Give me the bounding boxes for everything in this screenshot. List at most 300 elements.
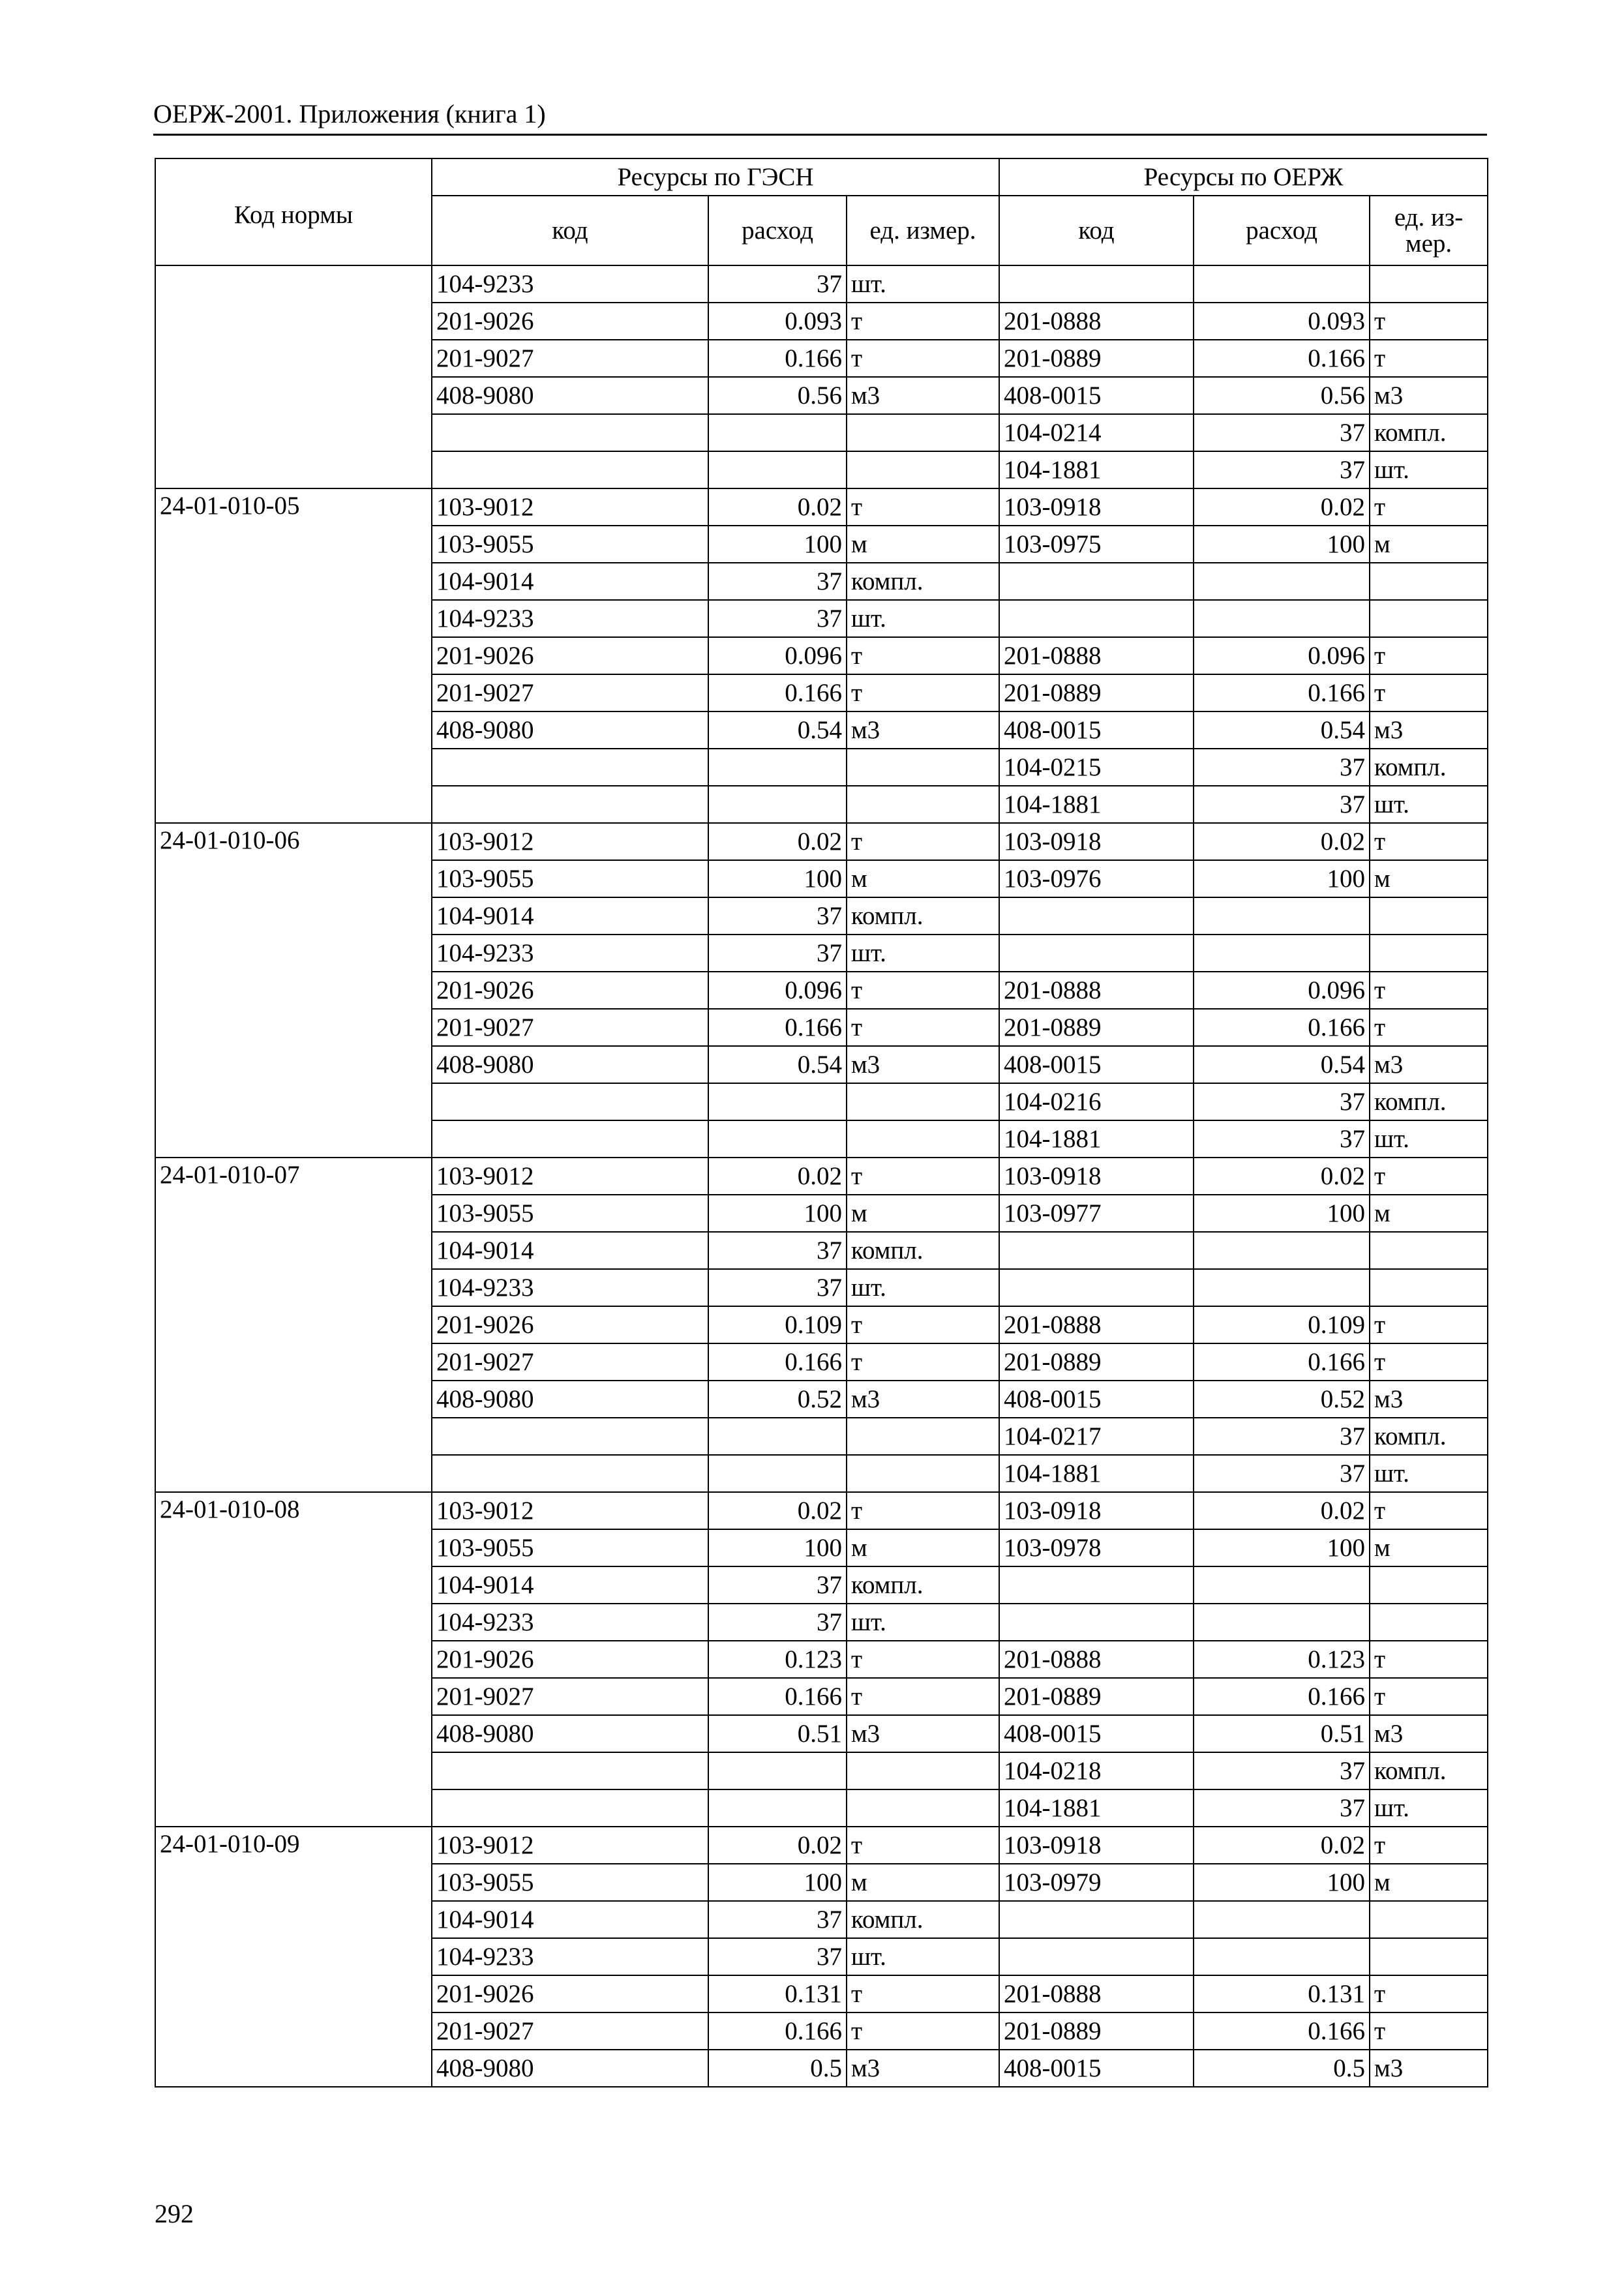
oerzh-code-cell: 103-0918 (999, 488, 1194, 526)
oerzh-qty-cell (1194, 1938, 1370, 1975)
gesn-code-cell: 408-9080 (432, 1046, 708, 1083)
gesn-qty-cell: 0.166 (708, 1343, 847, 1381)
oerzh-unit-cell: т (1370, 1343, 1488, 1381)
oerzh-qty-cell: 37 (1194, 1752, 1370, 1789)
gesn-qty-cell: 0.093 (708, 303, 847, 340)
gesn-unit-cell: м3 (847, 377, 999, 414)
gesn-unit-cell: т (847, 488, 999, 526)
gesn-qty-cell: 0.166 (708, 1009, 847, 1046)
table-row (155, 823, 1488, 860)
oerzh-qty-cell: 0.096 (1194, 637, 1370, 674)
oerzh-code-cell: 103-0918 (999, 1158, 1194, 1195)
gesn-code-cell: 201-9026 (432, 637, 708, 674)
gesn-unit-cell (847, 1083, 999, 1120)
gesn-unit-cell: т (847, 1975, 999, 2012)
gesn-unit-cell: компл. (847, 1901, 999, 1938)
norm-code-cell (155, 265, 432, 488)
gesn-unit-cell (847, 749, 999, 786)
oerzh-code-cell: 104-1881 (999, 1789, 1194, 1827)
gesn-unit-cell: компл. (847, 1232, 999, 1269)
oerzh-unit-cell: компл. (1370, 1752, 1488, 1789)
oerzh-unit-cell: т (1370, 1678, 1488, 1715)
gesn-code-cell: 408-9080 (432, 2050, 708, 2087)
gesn-qty-cell: 0.02 (708, 488, 847, 526)
gesn-code-cell: 104-9014 (432, 563, 708, 600)
gesn-unit-cell: т (847, 1306, 999, 1343)
gesn-qty-cell: 0.51 (708, 1715, 847, 1752)
gesn-code-cell: 104-9233 (432, 265, 708, 303)
gesn-code-cell (432, 451, 708, 488)
oerzh-unit-cell (1370, 1604, 1488, 1641)
oerzh-qty-cell: 0.131 (1194, 1975, 1370, 2012)
gesn-qty-cell: 0.166 (708, 674, 847, 711)
oerzh-qty-cell: 0.02 (1194, 488, 1370, 526)
gesn-qty-cell (708, 451, 847, 488)
oerzh-code-cell: 104-1881 (999, 451, 1194, 488)
oerzh-qty-cell: 0.54 (1194, 1046, 1370, 1083)
gesn-qty-cell: 0.52 (708, 1381, 847, 1418)
resources-table (155, 158, 1488, 2087)
gesn-qty-cell: 0.166 (708, 2012, 847, 2050)
gesn-qty-cell: 0.109 (708, 1306, 847, 1343)
oerzh-code-cell: 103-0975 (999, 526, 1194, 563)
page-number: 292 (155, 2199, 194, 2228)
oerzh-qty-cell: 100 (1194, 1195, 1370, 1232)
oerzh-code-cell (999, 1938, 1194, 1975)
oerzh-unit-cell: т (1370, 1306, 1488, 1343)
gesn-code-cell: 103-9012 (432, 1158, 708, 1195)
gesn-unit-cell (847, 1752, 999, 1789)
oerzh-code-cell: 104-0217 (999, 1418, 1194, 1455)
gesn-code-cell: 104-9233 (432, 1269, 708, 1306)
oerzh-code-cell: 104-1881 (999, 1455, 1194, 1492)
gesn-unit-cell: т (847, 2012, 999, 2050)
oerzh-code-cell: 201-0888 (999, 1641, 1194, 1678)
gesn-qty-cell: 0.096 (708, 637, 847, 674)
norm-code-cell: 24-01-010-05 (155, 488, 432, 823)
gesn-qty-cell (708, 1455, 847, 1492)
oerzh-unit-cell: т (1370, 823, 1488, 860)
oerzh-qty-cell: 0.02 (1194, 1158, 1370, 1195)
gesn-code-cell: 201-9027 (432, 1678, 708, 1715)
gesn-code-cell (432, 1455, 708, 1492)
oerzh-qty-cell: 37 (1194, 1083, 1370, 1120)
gesn-qty-cell: 0.5 (708, 2050, 847, 2087)
gesn-code-cell: 408-9080 (432, 377, 708, 414)
oerzh-unit-cell: т (1370, 1158, 1488, 1195)
oerzh-code-cell (999, 1566, 1194, 1604)
oerzh-unit-cell: компл. (1370, 1083, 1488, 1120)
oerzh-qty-cell: 37 (1194, 1455, 1370, 1492)
oerzh-unit-cell: т (1370, 972, 1488, 1009)
gesn-qty-cell: 37 (708, 935, 847, 972)
gesn-qty-cell: 37 (708, 1566, 847, 1604)
oerzh-code-cell: 408-0015 (999, 377, 1194, 414)
gesn-code-cell: 201-9027 (432, 674, 708, 711)
oerzh-code-cell: 103-0978 (999, 1529, 1194, 1566)
table-body (155, 265, 1488, 2087)
oerzh-code-cell: 201-0889 (999, 674, 1194, 711)
oerzh-qty-cell: 0.166 (1194, 1678, 1370, 1715)
oerzh-unit-cell (1370, 935, 1488, 972)
gesn-unit-cell: шт. (847, 265, 999, 303)
gesn-unit-cell: компл. (847, 897, 999, 935)
oerzh-unit-cell: т (1370, 1492, 1488, 1529)
oerzh-qty-cell (1194, 1269, 1370, 1306)
header-divider (153, 134, 1487, 136)
oerzh-code-cell: 201-0889 (999, 2012, 1194, 2050)
gesn-code-cell: 103-9012 (432, 1492, 708, 1529)
oerzh-code-cell: 103-0979 (999, 1864, 1194, 1901)
gesn-code-cell (432, 1418, 708, 1455)
oerzh-qty-cell: 37 (1194, 1418, 1370, 1455)
gesn-unit-cell (847, 786, 999, 823)
gesn-qty-cell: 0.56 (708, 377, 847, 414)
page-header-title: ОЕРЖ-2001. Приложения (книга 1) (153, 99, 546, 128)
oerzh-qty-cell: 37 (1194, 451, 1370, 488)
oerzh-code-cell: 103-0977 (999, 1195, 1194, 1232)
oerzh-unit-cell: м (1370, 860, 1488, 897)
oerzh-qty-cell (1194, 563, 1370, 600)
oerzh-qty-cell: 0.5 (1194, 2050, 1370, 2087)
oerzh-code-cell (999, 1901, 1194, 1938)
gesn-unit-cell: т (847, 1492, 999, 1529)
oerzh-code-cell: 408-0015 (999, 711, 1194, 749)
oerzh-code-cell: 104-1881 (999, 1120, 1194, 1158)
gesn-code-cell: 408-9080 (432, 1715, 708, 1752)
gesn-code-cell: 201-9026 (432, 303, 708, 340)
oerzh-unit-cell: м (1370, 1195, 1488, 1232)
oerzh-code-cell (999, 600, 1194, 637)
oerzh-qty-cell: 37 (1194, 749, 1370, 786)
gesn-qty-cell (708, 1789, 847, 1827)
oerzh-unit-cell: м3 (1370, 377, 1488, 414)
gesn-unit-cell: шт. (847, 600, 999, 637)
oerzh-code-cell (999, 265, 1194, 303)
gesn-code-cell: 201-9027 (432, 2012, 708, 2050)
oerzh-unit-cell: м3 (1370, 2050, 1488, 2087)
gesn-qty-cell: 0.02 (708, 823, 847, 860)
oerzh-qty-cell: 100 (1194, 860, 1370, 897)
gesn-unit-cell: м3 (847, 1381, 999, 1418)
norm-code-cell: 24-01-010-07 (155, 1158, 432, 1492)
gesn-code-cell: 201-9027 (432, 340, 708, 377)
gesn-qty-cell: 100 (708, 1195, 847, 1232)
oerzh-qty-cell: 0.166 (1194, 340, 1370, 377)
gesn-unit-cell: шт. (847, 1604, 999, 1641)
oerzh-qty-cell: 37 (1194, 786, 1370, 823)
gesn-code-cell: 104-9233 (432, 600, 708, 637)
oerzh-code-cell: 201-0888 (999, 972, 1194, 1009)
oerzh-unit-cell: т (1370, 1975, 1488, 2012)
gesn-unit-cell (847, 414, 999, 451)
oerzh-unit-cell: т (1370, 1009, 1488, 1046)
gesn-unit-cell: шт. (847, 935, 999, 972)
norm-code-cell: 24-01-010-08 (155, 1492, 432, 1827)
gesn-code-cell: 103-9055 (432, 1195, 708, 1232)
oerzh-unit-cell (1370, 897, 1488, 935)
gesn-qty-cell: 37 (708, 897, 847, 935)
gesn-qty-cell (708, 786, 847, 823)
oerzh-unit-cell: шт. (1370, 1455, 1488, 1492)
oerzh-code-cell: 201-0889 (999, 1343, 1194, 1381)
gesn-unit-cell: т (847, 1009, 999, 1046)
gesn-unit-cell: компл. (847, 563, 999, 600)
oerzh-qty-cell: 0.02 (1194, 1492, 1370, 1529)
oerzh-qty-cell (1194, 1604, 1370, 1641)
gesn-qty-cell: 37 (708, 563, 847, 600)
gesn-code-cell: 104-9233 (432, 1604, 708, 1641)
header-group-oerzh: Ресурсы по ОЕРЖ (999, 158, 1488, 196)
oerzh-code-cell (999, 1604, 1194, 1641)
oerzh-code-cell: 104-0215 (999, 749, 1194, 786)
oerzh-qty-cell (1194, 600, 1370, 637)
gesn-code-cell: 103-9055 (432, 526, 708, 563)
gesn-unit-cell: м3 (847, 2050, 999, 2087)
gesn-unit-cell: шт. (847, 1269, 999, 1306)
table-row (155, 1827, 1488, 1864)
header-oerzh-qty: расход (1194, 196, 1370, 265)
gesn-qty-cell: 37 (708, 600, 847, 637)
oerzh-code-cell: 104-0216 (999, 1083, 1194, 1120)
oerzh-code-cell: 201-0888 (999, 303, 1194, 340)
oerzh-qty-cell: 0.166 (1194, 2012, 1370, 2050)
oerzh-qty-cell: 0.02 (1194, 823, 1370, 860)
oerzh-unit-cell: м (1370, 1529, 1488, 1566)
oerzh-qty-cell: 0.52 (1194, 1381, 1370, 1418)
oerzh-code-cell (999, 897, 1194, 935)
oerzh-unit-cell: шт. (1370, 1789, 1488, 1827)
gesn-code-cell: 103-9012 (432, 823, 708, 860)
oerzh-unit-cell (1370, 1566, 1488, 1604)
oerzh-unit-cell: м (1370, 526, 1488, 563)
oerzh-unit-cell: м (1370, 1864, 1488, 1901)
gesn-qty-cell: 0.123 (708, 1641, 847, 1678)
gesn-code-cell: 104-9233 (432, 935, 708, 972)
oerzh-unit-cell: т (1370, 637, 1488, 674)
oerzh-qty-cell: 0.02 (1194, 1827, 1370, 1864)
gesn-code-cell (432, 414, 708, 451)
gesn-code-cell: 104-9233 (432, 1938, 708, 1975)
gesn-qty-cell (708, 749, 847, 786)
oerzh-qty-cell: 37 (1194, 1789, 1370, 1827)
table-row (155, 1158, 1488, 1195)
gesn-qty-cell: 37 (708, 1901, 847, 1938)
oerzh-code-cell: 201-0888 (999, 1306, 1194, 1343)
gesn-code-cell: 104-9014 (432, 1901, 708, 1938)
oerzh-code-cell: 201-0889 (999, 340, 1194, 377)
header-group-gesn: Ресурсы по ГЭСН (432, 158, 999, 196)
gesn-code-cell (432, 749, 708, 786)
oerzh-code-cell: 201-0889 (999, 1009, 1194, 1046)
gesn-qty-cell: 0.02 (708, 1492, 847, 1529)
gesn-qty-cell (708, 1418, 847, 1455)
oerzh-code-cell: 104-0218 (999, 1752, 1194, 1789)
gesn-code-cell: 201-9027 (432, 1343, 708, 1381)
gesn-unit-cell (847, 1455, 999, 1492)
oerzh-unit-cell: шт. (1370, 786, 1488, 823)
oerzh-unit-cell (1370, 563, 1488, 600)
oerzh-code-cell: 103-0918 (999, 1492, 1194, 1529)
gesn-unit-cell: т (847, 1158, 999, 1195)
gesn-unit-cell: шт. (847, 1938, 999, 1975)
gesn-unit-cell: м (847, 1864, 999, 1901)
gesn-qty-cell: 0.131 (708, 1975, 847, 2012)
oerzh-qty-cell: 100 (1194, 1529, 1370, 1566)
gesn-qty-cell: 100 (708, 526, 847, 563)
header-gesn-unit: ед. измер. (847, 196, 999, 265)
gesn-unit-cell: компл. (847, 1566, 999, 1604)
gesn-qty-cell: 0.096 (708, 972, 847, 1009)
oerzh-unit-cell: компл. (1370, 749, 1488, 786)
gesn-qty-cell: 37 (708, 1938, 847, 1975)
gesn-code-cell: 104-9014 (432, 1232, 708, 1269)
gesn-unit-cell: м3 (847, 711, 999, 749)
table-row (155, 1492, 1488, 1529)
oerzh-unit-cell (1370, 1269, 1488, 1306)
gesn-code-cell: 103-9012 (432, 488, 708, 526)
table-row (155, 488, 1488, 526)
gesn-code-cell: 201-9026 (432, 1975, 708, 2012)
oerzh-unit-cell (1370, 1232, 1488, 1269)
table-row (155, 265, 1488, 303)
gesn-code-cell (432, 1752, 708, 1789)
oerzh-unit-cell (1370, 1938, 1488, 1975)
gesn-code-cell: 103-9012 (432, 1827, 708, 1864)
oerzh-qty-cell: 37 (1194, 1120, 1370, 1158)
header-gesn-qty: расход (708, 196, 847, 265)
oerzh-qty-cell: 0.093 (1194, 303, 1370, 340)
gesn-code-cell: 408-9080 (432, 1381, 708, 1418)
oerzh-unit-cell: компл. (1370, 414, 1488, 451)
oerzh-qty-cell (1194, 1232, 1370, 1269)
gesn-qty-cell: 0.54 (708, 711, 847, 749)
gesn-unit-cell: т (847, 1827, 999, 1864)
oerzh-unit-cell: м3 (1370, 711, 1488, 749)
gesn-code-cell (432, 1120, 708, 1158)
oerzh-qty-cell: 100 (1194, 1864, 1370, 1901)
oerzh-code-cell: 408-0015 (999, 1046, 1194, 1083)
norm-code-cell: 24-01-010-09 (155, 1827, 432, 2087)
gesn-unit-cell: т (847, 674, 999, 711)
gesn-unit-cell: т (847, 972, 999, 1009)
oerzh-unit-cell (1370, 600, 1488, 637)
oerzh-qty-cell: 0.123 (1194, 1641, 1370, 1678)
oerzh-unit-cell: т (1370, 340, 1488, 377)
oerzh-code-cell: 103-0976 (999, 860, 1194, 897)
header-code-norm: Код нормы (155, 158, 432, 265)
gesn-unit-cell: т (847, 340, 999, 377)
gesn-code-cell: 408-9080 (432, 711, 708, 749)
oerzh-unit-cell: м3 (1370, 1715, 1488, 1752)
oerzh-code-cell: 201-0888 (999, 1975, 1194, 2012)
oerzh-code-cell (999, 563, 1194, 600)
resources-table-container (155, 158, 1487, 2087)
oerzh-qty-cell (1194, 935, 1370, 972)
header-gesn-code: код (432, 196, 708, 265)
gesn-unit-cell: м (847, 860, 999, 897)
oerzh-qty-cell: 0.166 (1194, 674, 1370, 711)
gesn-unit-cell (847, 1789, 999, 1827)
gesn-qty-cell (708, 1752, 847, 1789)
oerzh-unit-cell: т (1370, 1827, 1488, 1864)
gesn-code-cell: 201-9027 (432, 1009, 708, 1046)
gesn-code-cell (432, 786, 708, 823)
gesn-unit-cell (847, 1120, 999, 1158)
gesn-unit-cell (847, 1418, 999, 1455)
oerzh-unit-cell: т (1370, 303, 1488, 340)
oerzh-unit-cell: т (1370, 1641, 1488, 1678)
gesn-qty-cell: 37 (708, 1269, 847, 1306)
oerzh-qty-cell: 0.51 (1194, 1715, 1370, 1752)
gesn-code-cell: 201-9026 (432, 972, 708, 1009)
oerzh-unit-cell: т (1370, 674, 1488, 711)
gesn-unit-cell: м3 (847, 1046, 999, 1083)
oerzh-code-cell: 103-0918 (999, 823, 1194, 860)
oerzh-unit-cell: шт. (1370, 1120, 1488, 1158)
gesn-code-cell: 201-9026 (432, 1641, 708, 1678)
oerzh-code-cell: 201-0889 (999, 1678, 1194, 1715)
gesn-qty-cell: 37 (708, 265, 847, 303)
gesn-unit-cell: т (847, 303, 999, 340)
gesn-qty-cell: 37 (708, 1232, 847, 1269)
gesn-code-cell (432, 1789, 708, 1827)
oerzh-unit-cell: т (1370, 2012, 1488, 2050)
oerzh-qty-cell: 37 (1194, 414, 1370, 451)
oerzh-code-cell (999, 935, 1194, 972)
gesn-qty-cell (708, 1120, 847, 1158)
oerzh-code-cell: 104-1881 (999, 786, 1194, 823)
oerzh-code-cell: 408-0015 (999, 1381, 1194, 1418)
header-oerzh-unit: ед. из-мер. (1370, 196, 1488, 265)
gesn-qty-cell: 0.166 (708, 1678, 847, 1715)
norm-code-cell: 24-01-010-06 (155, 823, 432, 1158)
gesn-qty-cell (708, 1083, 847, 1120)
oerzh-code-cell: 104-0214 (999, 414, 1194, 451)
header-oerzh-code: код (999, 196, 1194, 265)
gesn-qty-cell (708, 414, 847, 451)
oerzh-unit-cell: м3 (1370, 1046, 1488, 1083)
gesn-qty-cell: 100 (708, 1529, 847, 1566)
gesn-unit-cell: т (847, 1343, 999, 1381)
gesn-qty-cell: 37 (708, 1604, 847, 1641)
gesn-qty-cell: 100 (708, 860, 847, 897)
oerzh-unit-cell: шт. (1370, 451, 1488, 488)
gesn-qty-cell: 100 (708, 1864, 847, 1901)
gesn-code-cell: 104-9014 (432, 1566, 708, 1604)
oerzh-code-cell (999, 1269, 1194, 1306)
gesn-code-cell: 103-9055 (432, 1864, 708, 1901)
oerzh-code-cell (999, 1232, 1194, 1269)
gesn-unit-cell: м (847, 1195, 999, 1232)
oerzh-qty-cell (1194, 265, 1370, 303)
oerzh-qty-cell: 100 (1194, 526, 1370, 563)
gesn-qty-cell: 0.02 (708, 1158, 847, 1195)
oerzh-code-cell: 103-0918 (999, 1827, 1194, 1864)
table-header-row-1 (155, 158, 1488, 196)
oerzh-unit-cell: компл. (1370, 1418, 1488, 1455)
gesn-unit-cell: т (847, 637, 999, 674)
gesn-unit-cell: т (847, 1641, 999, 1678)
oerzh-qty-cell: 0.54 (1194, 711, 1370, 749)
gesn-qty-cell: 0.54 (708, 1046, 847, 1083)
gesn-unit-cell: м3 (847, 1715, 999, 1752)
gesn-code-cell: 104-9014 (432, 897, 708, 935)
oerzh-qty-cell (1194, 1901, 1370, 1938)
gesn-code-cell: 103-9055 (432, 860, 708, 897)
oerzh-qty-cell (1194, 1566, 1370, 1604)
oerzh-qty-cell: 0.166 (1194, 1343, 1370, 1381)
